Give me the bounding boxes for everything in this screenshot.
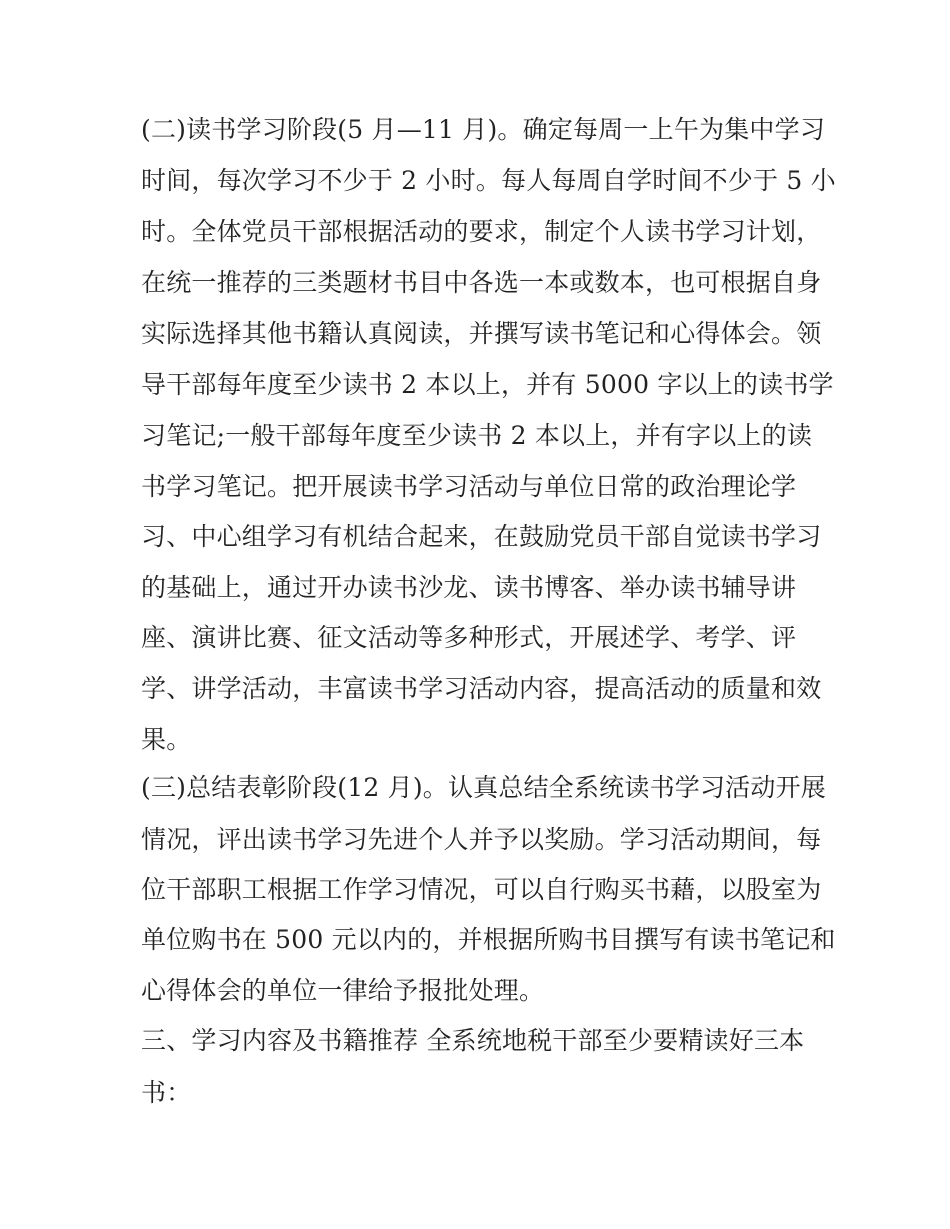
section-3-heading-line: 书： (141, 1078, 192, 1107)
paragraph-3-line: 单位购书在 500 元以内的，并根据所购书目撰写有读书笔记和 (141, 925, 836, 954)
paragraph-2-line: 习、中心组学习有机结合起来，在鼓励党员干部自觉读书学习 (141, 522, 822, 551)
paragraph-3-line: 情况，评出读书学习先进个人并予以奖励。学习活动期间，每 (141, 825, 822, 854)
paragraph-2-line: 时间，每次学习不少于 2 小时。每人每周自学时间不少于 5 小 (141, 166, 836, 195)
paragraph-2-line: 的基础上，通过开办读书沙龙、读书博客、举办读书辅导讲 (141, 573, 797, 602)
paragraph-2-line: 学、讲学活动，丰富读书学习活动内容，提高活动的质量和效 (141, 674, 822, 703)
paragraph-2-line: (二)读书学习阶段(5 月—11 月)。确定每周一上午为集中学习 (141, 115, 826, 144)
paragraph-2-line: 果。 (141, 725, 192, 754)
paragraph-2-line: 实际选择其他书籍认真阅读，并撰写读书笔记和心得体会。领 (141, 319, 822, 348)
paragraph-2-line: 在统一推荐的三类题材书目中各选一本或数本，也可根据自身 (141, 268, 822, 297)
paragraph-3-line: 心得体会的单位一律给予报批处理。 (141, 976, 545, 1005)
paragraph-2-line: 导干部每年度至少读书 2 本以上，并有 5000 字以上的读书学 (141, 370, 834, 399)
paragraph-2-line: 时。全体党员干部根据活动的要求，制定个人读书学习计划， (141, 217, 822, 246)
paragraph-2-line: 座、演讲比赛、征文活动等多种形式，开展述学、考学、评 (141, 623, 797, 652)
section-3-heading-line: 三、学习内容及书籍推荐 全系统地税干部至少要精读好三本 (141, 1026, 805, 1055)
paragraph-3-line: (三)总结表彰阶段(12 月)。认真总结全系统读书学习活动开展 (141, 773, 826, 802)
paragraph-2-line: 习笔记;一般干部每年度至少读书 2 本以上，并有字以上的读 (141, 421, 813, 450)
paragraph-2-line: 书学习笔记。把开展读书学习活动与单位日常的政治理论学 (141, 472, 797, 501)
paragraph-3-line: 位干部职工根据工作学习情况，可以自行购买书藉，以股室为 (141, 875, 822, 904)
